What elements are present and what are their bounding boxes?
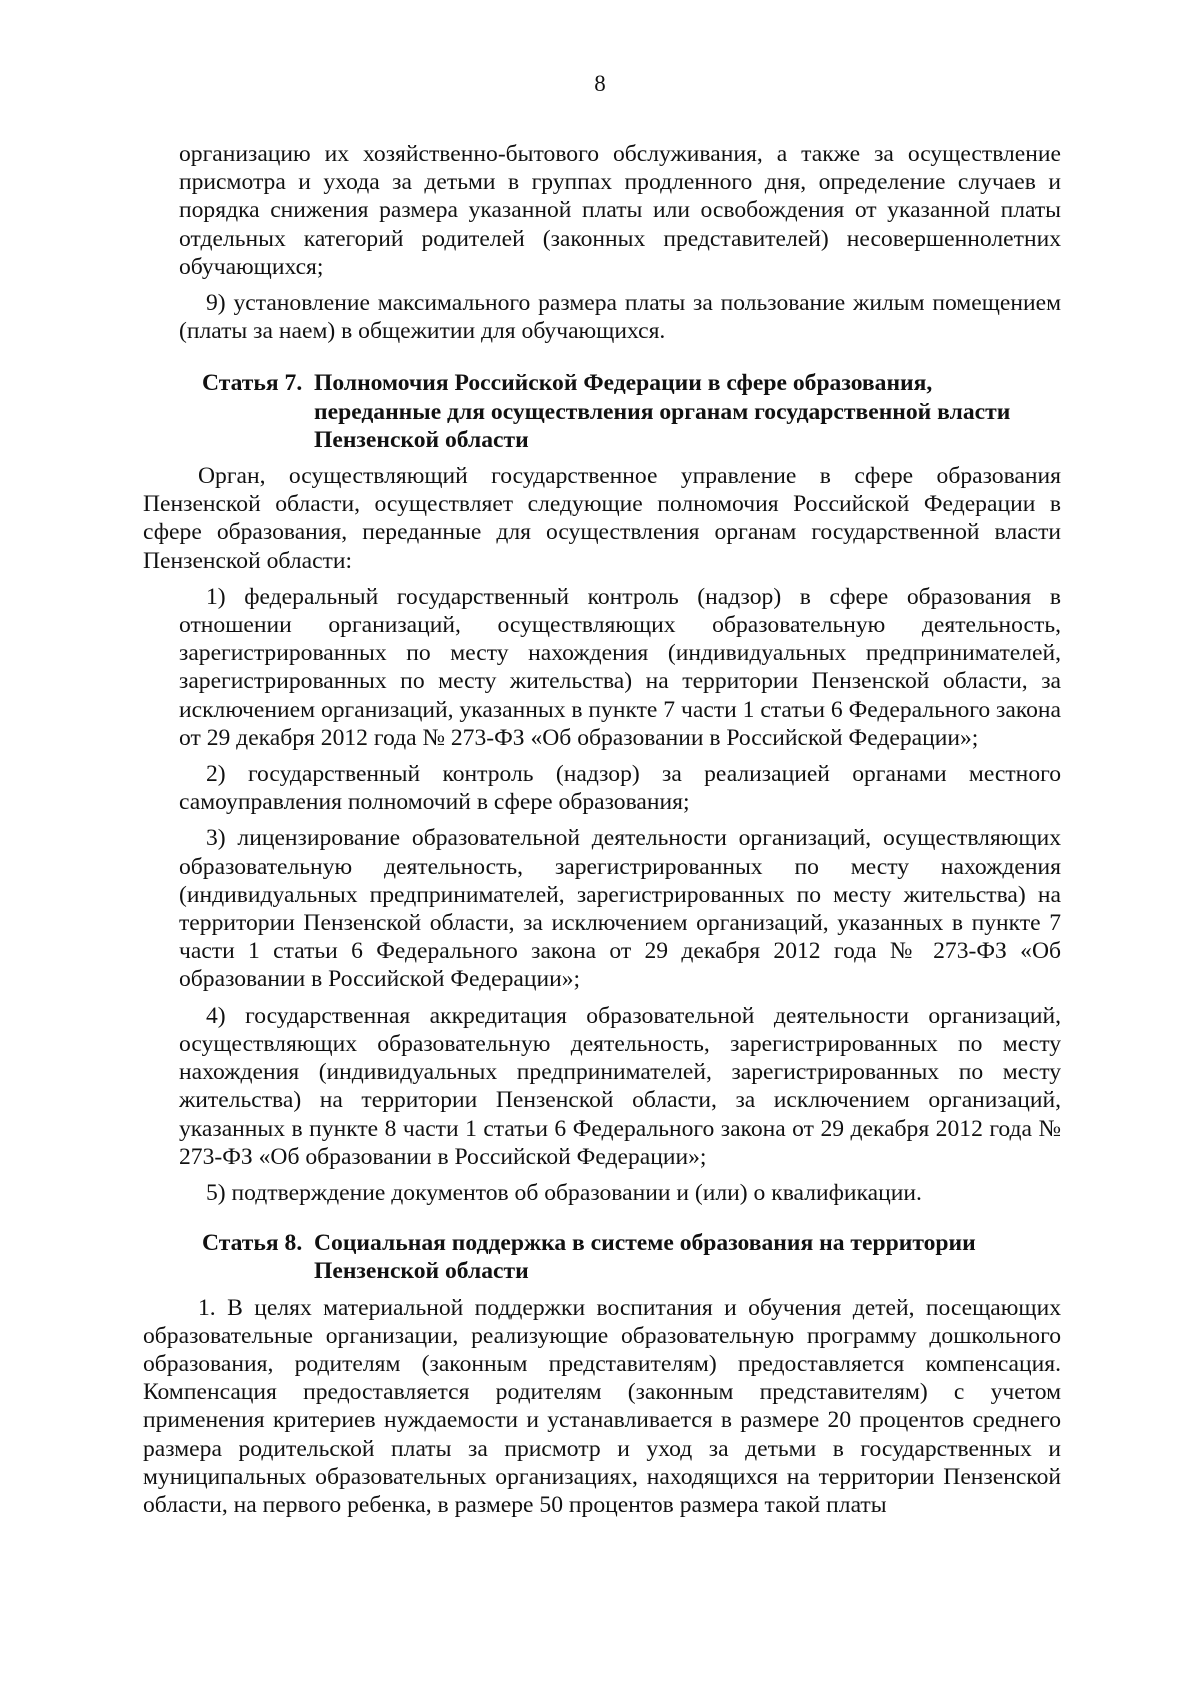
article-7-item-3: 3) лицензирование образовательной деятельности организаций, осуществляющих образовательную деятельность, зарегистрированных по месту нахождения (индивидуальных предпринимателей, зарегистрированных по месту жительства) на территории Пензенской области, за исключением организаций, указанных в пункте 7 части 1 статьи 6 Федерального закона от 29 декабря 2012 года № 273-ФЗ «Об образовании в Российской Федерации»;	[179, 825, 1061, 993]
article-7-item-5: 5) подтверждение документов об образовании и (или) о квалификации.	[206, 1179, 922, 1206]
article-7-label: Статья 7.	[202, 370, 303, 397]
article-7-item-2: 2) государственный контроль (надзор) за реализацией органами местного самоуправления полномочий в сфере образования;	[179, 761, 1061, 816]
article-7-item-1: 1) федеральный государственный контроль (надзор) в сфере образования в отношении организаций, осуществляющих образовательную деятельность, зарегистрированных по месту нахождения (индивидуальных предпринимателей, зарегистрированных по месту жительства) на территории Пензенской области, за исключением организаций, указанных в пункте 7 части 1 статьи 6 Федерального закона от 29 декабря 2012 года № 273-ФЗ «Об образовании в Российской Федерации»;	[179, 583, 1062, 751]
article-7-heading	[143, 369, 1061, 454]
article-7-item-4: 4) государственная аккредитация образовательной деятельности организаций, осуществляющих образовательную деятельность, зарегистрированных по месту нахождения (индивидуальных предпринимателей, зарегистрированных по месту жительства) на территории Пензенской области, за исключением организаций, указанных в пункте 8 части 1 статьи 6 Федерального закона от 29 декабря 2012 года № 273-ФЗ «Об образовании в Российской Федерации»;	[179, 1002, 1061, 1170]
article-8-heading	[143, 1229, 1061, 1285]
paragraph-continuation: организацию их хозяйственно-бытового обслуживания, а также за осуществление присмотра и ухода за детьми в группах продленного дня, определение случаев и порядка снижения размера указанной платы или освобождения от указанной платы отдельных категорий родителей (законных представителей) несовершеннолетних обучающихся;	[179, 141, 1061, 280]
article-7-intro: Орган, осуществляющий государственное управление в сфере образования Пензенской области, осуществляет следующие полномочия Российской Федерации в сфере образования, переданные для осуществления органам государственной власти Пензенской области:	[143, 463, 1061, 574]
page-number: 8	[594, 71, 606, 96]
document-body	[143, 140, 1061, 1527]
article-7-title-line3: Пензенской области	[314, 426, 529, 453]
article-7-title	[314, 369, 1061, 454]
article-8-paragraph-1: 1. В целях материальной поддержки воспитания и обучения детей, посещающих образовательные организации, реализующие образовательную программу дошкольного образования, родителям (законным представителям) предоставляется компенсация. Компенсация предоставляется родителям (законным представителям) с учетом применения критериев нуждаемости и устанавливается в размере 20 процентов среднего размера родительской платы за присмотр и уход за детьми в государственных и муниципальных образовательных организациях, находящихся на территории Пензенской области, на первого ребенка, в размере 50 процентов размера такой платы	[143, 1294, 1061, 1518]
article-8-title-line1: Социальная поддержка в системе образования на территории	[314, 1230, 976, 1257]
article-8-title	[314, 1229, 1061, 1285]
article-7-title-line1: Полномочия Российской Федерации в сфере образования,	[314, 370, 933, 397]
article-7-title-line2: переданные для осуществления органам государственной власти	[314, 398, 1011, 425]
article-8-title-line2: Пензенской области	[314, 1258, 529, 1285]
list-item-9: 9) установление максимального размера платы за пользование жилым помещением (платы за наем) в общежитии для обучающихся.	[179, 290, 1061, 345]
article-8-label: Статья 8.	[202, 1230, 303, 1257]
